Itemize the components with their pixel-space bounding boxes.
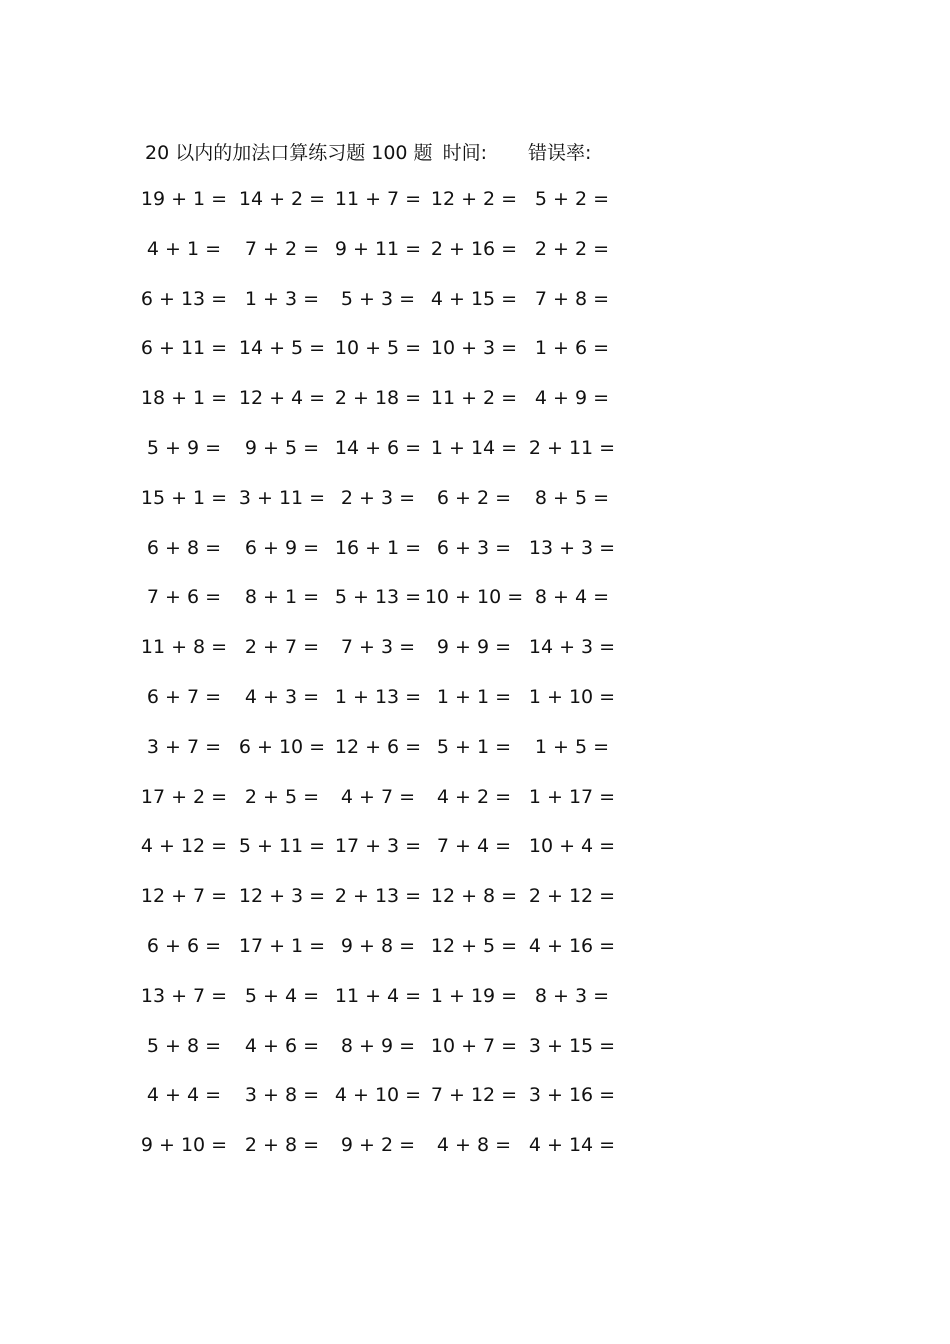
problem-item: 8 + 3 =: [534, 984, 610, 1007]
problem-item: 12 + 4 =: [238, 387, 326, 410]
problem-item: 13 + 7 =: [140, 984, 228, 1007]
problem-item: 4 + 10 =: [334, 1084, 422, 1107]
problem-item: 4 + 3 =: [244, 685, 320, 708]
problem-item: 17 + 2 =: [140, 785, 228, 808]
problem-item: 9 + 2 =: [340, 1134, 416, 1157]
problem-item: 4 + 16 =: [528, 934, 616, 957]
problem-item: 3 + 7 =: [146, 735, 222, 758]
problem-item: 13 + 3 =: [528, 536, 616, 559]
time-label: 时间:: [442, 141, 487, 164]
problem-item: 7 + 3 =: [340, 636, 416, 659]
problem-item: 7 + 12 =: [430, 1084, 518, 1107]
problem-item: 2 + 16 =: [430, 237, 518, 260]
problem-item: 2 + 2 =: [534, 237, 610, 260]
problem-item: 4 + 2 =: [436, 785, 512, 808]
problem-item: 1 + 13 =: [334, 685, 422, 708]
problem-item: 11 + 2 =: [430, 387, 518, 410]
problem-item: 12 + 3 =: [238, 885, 326, 908]
problem-item: 16 + 1 =: [334, 536, 422, 559]
problem-item: 8 + 4 =: [534, 586, 610, 609]
problem-item: 12 + 5 =: [430, 934, 518, 957]
problem-item: 3 + 16 =: [528, 1084, 616, 1107]
problem-item: 4 + 14 =: [528, 1134, 616, 1157]
problem-item: 3 + 15 =: [528, 1034, 616, 1057]
problem-item: 1 + 5 =: [534, 735, 610, 758]
problem-item: 6 + 13 =: [140, 287, 228, 310]
problem-item: 11 + 8 =: [140, 636, 228, 659]
problem-item: 8 + 5 =: [534, 486, 610, 509]
problem-item: 1 + 1 =: [436, 685, 512, 708]
problem-item: 6 + 10 =: [238, 735, 326, 758]
problem-row: [0, 434, 950, 484]
error-rate-label: 错误率:: [527, 141, 592, 164]
problem-item: 4 + 4 =: [146, 1084, 222, 1107]
problem-item: 10 + 10 =: [424, 586, 524, 609]
problem-row: [0, 1032, 950, 1082]
problem-item: 4 + 12 =: [140, 835, 228, 858]
problem-row: [0, 185, 950, 235]
problem-row: [0, 285, 950, 335]
problem-item: 10 + 5 =: [334, 337, 422, 360]
problem-row: [0, 683, 950, 733]
problem-item: 5 + 11 =: [238, 835, 326, 858]
problem-item: 2 + 5 =: [244, 785, 320, 808]
problem-row: [0, 832, 950, 882]
problem-row: [0, 733, 950, 783]
problem-row: [0, 384, 950, 434]
problem-item: 1 + 3 =: [244, 287, 320, 310]
problem-item: 6 + 8 =: [146, 536, 222, 559]
problem-item: 17 + 3 =: [334, 835, 422, 858]
problem-item: 5 + 4 =: [244, 984, 320, 1007]
problem-item: 4 + 9 =: [534, 387, 610, 410]
problem-item: 7 + 8 =: [534, 287, 610, 310]
problem-item: 12 + 2 =: [430, 188, 518, 210]
problem-item: 4 + 6 =: [244, 1034, 320, 1057]
problem-item: 10 + 7 =: [430, 1034, 518, 1057]
problem-item: 10 + 4 =: [528, 835, 616, 858]
problem-item: 5 + 13 =: [334, 586, 422, 609]
problem-item: 12 + 7 =: [140, 885, 228, 908]
problem-item: 7 + 6 =: [146, 586, 222, 609]
problem-item: 14 + 3 =: [528, 636, 616, 659]
problem-item: 9 + 9 =: [436, 636, 512, 659]
problem-item: 3 + 11 =: [238, 486, 326, 509]
problem-row: [0, 633, 950, 683]
problem-item: 1 + 10 =: [528, 685, 616, 708]
problem-item: 9 + 5 =: [244, 436, 320, 459]
problem-row: [0, 882, 950, 932]
problem-item: 14 + 6 =: [334, 436, 422, 459]
problem-row: [0, 982, 950, 1032]
problem-item: 5 + 3 =: [340, 287, 416, 310]
problem-item: 8 + 1 =: [244, 586, 320, 609]
problem-item: 9 + 10 =: [140, 1134, 228, 1157]
problem-item: 5 + 1 =: [436, 735, 512, 758]
problem-item: 6 + 11 =: [140, 337, 228, 360]
problem-item: 6 + 9 =: [244, 536, 320, 559]
problem-row: [0, 1081, 950, 1131]
problem-item: 19 + 1 =: [140, 188, 228, 210]
problem-row: [0, 334, 950, 384]
problem-item: 1 + 19 =: [430, 984, 518, 1007]
problem-item: 2 + 11 =: [528, 436, 616, 459]
problem-item: 5 + 8 =: [146, 1034, 222, 1057]
problem-item: 1 + 6 =: [534, 337, 610, 360]
problem-item: 9 + 8 =: [340, 934, 416, 957]
problem-item: 14 + 5 =: [238, 337, 326, 360]
problem-item: 2 + 18 =: [334, 387, 422, 410]
problem-item: 6 + 2 =: [436, 486, 512, 509]
problem-row: [0, 783, 950, 833]
problem-item: 10 + 3 =: [430, 337, 518, 360]
worksheet-header: [145, 138, 591, 164]
problem-item: 4 + 15 =: [430, 287, 518, 310]
problem-item: 11 + 7 =: [334, 188, 422, 210]
problem-item: 18 + 1 =: [140, 387, 228, 410]
problem-item: 17 + 1 =: [238, 934, 326, 957]
problem-item: 2 + 13 =: [334, 885, 422, 908]
problem-item: 2 + 3 =: [340, 486, 416, 509]
problem-item: 14 + 2 =: [238, 188, 326, 210]
problem-item: 15 + 1 =: [140, 486, 228, 509]
problem-item: 12 + 8 =: [430, 885, 518, 908]
problem-item: 4 + 8 =: [436, 1134, 512, 1157]
problem-item: 2 + 8 =: [244, 1134, 320, 1157]
problem-item: 7 + 2 =: [244, 237, 320, 260]
problem-item: 6 + 7 =: [146, 685, 222, 708]
worksheet-title: 20 以内的加法口算练习题 100 题: [145, 141, 433, 164]
problem-item: 4 + 1 =: [146, 237, 222, 260]
problem-item: 9 + 11 =: [334, 237, 422, 260]
problem-row: [0, 484, 950, 534]
problem-item: 1 + 14 =: [430, 436, 518, 459]
problem-grid: [0, 185, 950, 1181]
problem-item: 8 + 9 =: [340, 1034, 416, 1057]
problem-item: 6 + 6 =: [146, 934, 222, 957]
problem-item: 2 + 12 =: [528, 885, 616, 908]
problem-item: 1 + 17 =: [528, 785, 616, 808]
problem-item: 5 + 2 =: [534, 188, 610, 210]
problem-row: [0, 583, 950, 633]
problem-item: 7 + 4 =: [436, 835, 512, 858]
problem-item: 12 + 6 =: [334, 735, 422, 758]
problem-item: 5 + 9 =: [146, 436, 222, 459]
problem-row: [0, 534, 950, 584]
problem-item: 11 + 4 =: [334, 984, 422, 1007]
problem-item: 2 + 7 =: [244, 636, 320, 659]
problem-row: [0, 1131, 950, 1181]
problem-row: [0, 932, 950, 982]
problem-item: 3 + 8 =: [244, 1084, 320, 1107]
problem-item: 6 + 3 =: [436, 536, 512, 559]
problem-row: [0, 235, 950, 285]
problem-item: 4 + 7 =: [340, 785, 416, 808]
